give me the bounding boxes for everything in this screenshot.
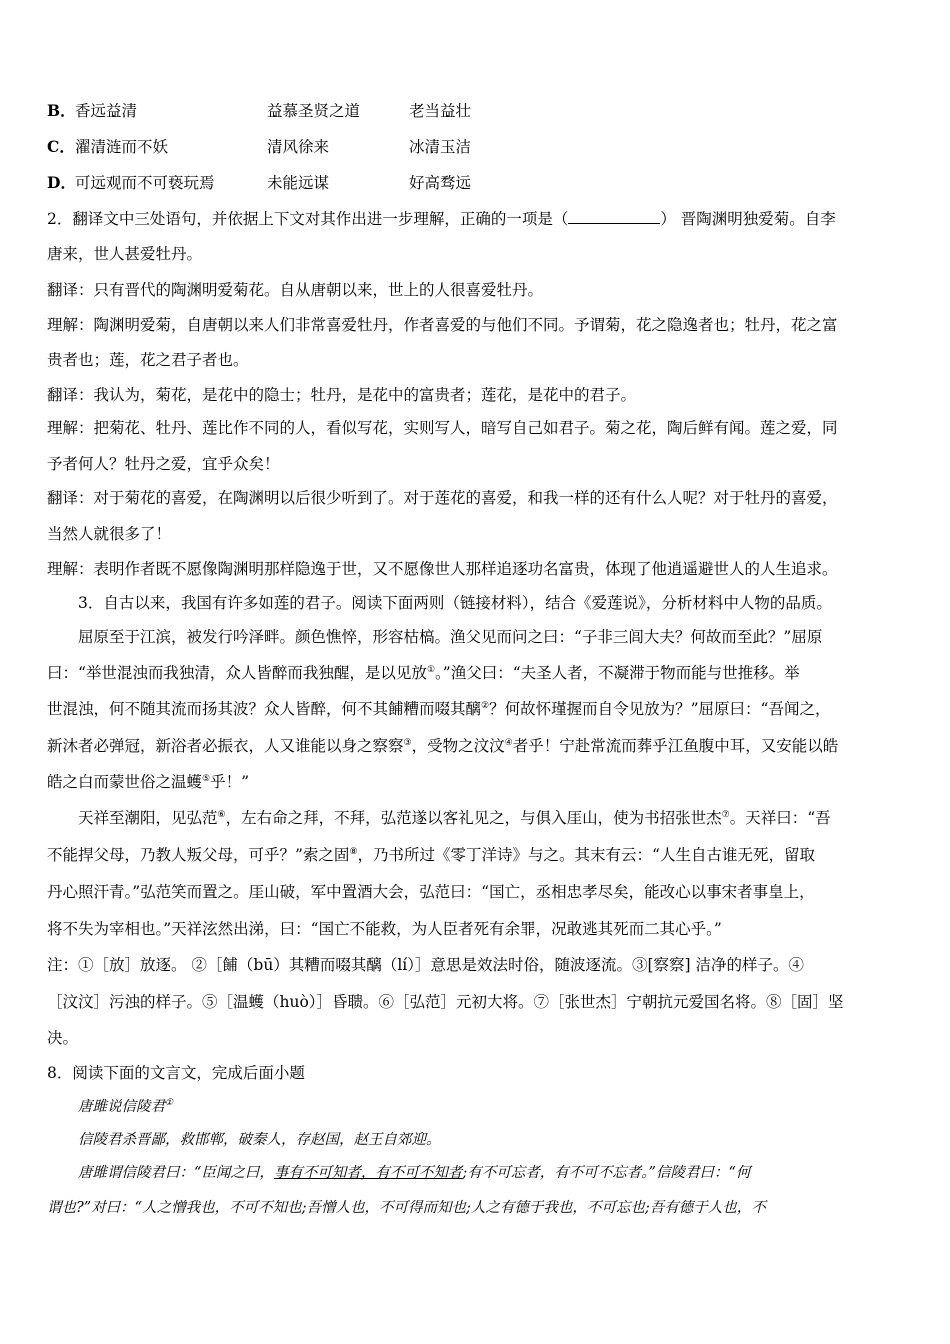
option-c-phrase-2: 清风徐来 <box>267 138 330 156</box>
passage-3-line: 唐雎谓信陵君曰：“臣闻之曰，事有不可知者，有不可不知者;有不可忘者，有不可不忘者。”信陵君曰：“何 <box>78 1165 751 1181</box>
passage-1-line: 曰：“举世混浊而我独清，众人皆醉而我独醒，是以见放①。”渔父曰：“夫圣人者，不凝滞于物而能与世推移。举 <box>47 664 800 682</box>
option-d-phrase-3: 好高骛远 <box>409 174 472 192</box>
passage-1-line: 世混浊，何不随其流而扬其波？众人皆醉，何不其餔糟而啜其醨②？何故怀瑾握而自令见放为？”屈原曰：“吾闻之， <box>47 700 831 718</box>
option-c-phrase-1: 濯清涟而不妖 <box>75 138 169 156</box>
q2-line: 理解：表明作者既不愿像陶渊明那样隐逸于世，又不愿像世人那样追逐功名富贵，体现了他逍遥避世人的人生追求。 <box>47 560 838 578</box>
passage-2-line: 天祥至潮阳，见弘范⑥，左右命之拜，不拜，弘范遂以客礼见之，与俱入厓山，使为书招张世杰⑦。天祥曰：“吾 <box>78 809 831 827</box>
option-b-phrase-3: 老当益壮 <box>409 102 472 120</box>
q8-stem: 8．阅读下面的文言文，完成后面小题 <box>47 1064 305 1082</box>
answer-blank[interactable] <box>568 209 660 224</box>
passage-2-line: 不能捍父母，乃教人叛父母，可乎？”索之固⑧，乃书所过《零丁洋诗》与之。其末有云：“人生自古谁无死，留取 <box>47 846 815 864</box>
emphasis-dot-char: 清 <box>90 138 107 156</box>
underlined-sentence: 事有不可知者，有不可不知者 <box>273 1165 463 1181</box>
q2-line: 理解：陶渊明爱菊，自唐朝以来人们非常喜爱牡丹，作者喜爱的与他们不同。予谓菊，花之隐逸者也；牡丹，花之富 <box>47 316 838 334</box>
q2-line: 翻译：对于菊花的喜爱，在陶渊明以后很少听到了。对于莲花的喜爱，和我一样的还有什么人呢？对于牡丹的喜爱， <box>47 489 838 507</box>
q2-line: 予者何人？牡丹之爱，宜乎众矣！ <box>47 455 280 473</box>
option-c <box>47 137 907 157</box>
option-d-phrase-1: 可远观而不可亵玩焉 <box>75 174 215 192</box>
passage-1-line: 屈原至于江滨，被发行吟泽畔。颜色憔悴，形容枯槁。渔父见而问之曰：“子非三闾大夫？何故而至此？”屈原 <box>78 628 823 646</box>
emphasis-dot-char: 清 <box>424 138 441 156</box>
passage-2-line: 丹心照汗青。”弘范笑而置之。厓山破，军中置酒大会，弘范曰：“国亡，丞相忠孝尽矣，能改心以事宋者事皇上， <box>47 883 815 901</box>
emphasis-dot-char: 益 <box>440 102 456 120</box>
option-c-phrase-3: 冰清玉洁 <box>409 138 472 156</box>
emphasis-dot-char: 益 <box>267 102 283 120</box>
option-d-label: D． <box>47 173 76 192</box>
notes-line: ［汶汶］污浊的样子。⑤［温蠖（huò）］昏聩。⑥［弘范］元初大将。⑦［张世杰］宁朝抗元爱国名将。⑧［固］坚 <box>47 993 844 1011</box>
q2-stem-line-1: 2．翻译文中三处语句，并依据上下文对其作出进一步理解，正确的一项是（ ） 晋陶渊明独爱菊。自李 <box>47 210 836 228</box>
passage-3-line: 信陵君杀晋鄙，救邯郸，破秦人，存赵国，赵王自郊迎。 <box>78 1132 441 1148</box>
option-d-phrase-2: 未能远谋 <box>267 174 330 192</box>
emphasis-dot-char: 远 <box>90 174 107 192</box>
option-b-phrase-2: 益慕圣贤之道 <box>267 102 361 120</box>
q2-line: 翻译：我认为，菊花，是花中的隐士；牡丹，是花中的富贵者；莲花，是花中的君子。 <box>47 386 637 404</box>
emphasis-dot-char: 远 <box>455 174 472 192</box>
q2-line: 贵者也；莲，花之君子者也。 <box>47 351 249 369</box>
q2-line: 理解：把菊花、牡丹、莲比作不同的人，看似写花，实则写人，暗写自己如君子。菊之花，陶后鲜有闻。莲之爱，同 <box>47 419 838 437</box>
q2-stem-line-2: 唐来，世人甚爱牡丹。 <box>47 245 203 263</box>
passage-1-line: 新沐者必弹冠，新浴者必振衣，人又谁能以身之察察③，受物之汶汶④者乎！宁赴常流而葬乎江鱼腹中耳，又安能以皓 <box>47 737 839 755</box>
notes-line: 决。 <box>47 1029 79 1047</box>
option-b <box>47 101 907 121</box>
emphasis-dot-char: 清 <box>267 138 283 156</box>
passage-2-line: 将不失为宰相也。”天祥泫然出涕，曰：“国亡不能救，为人臣者死有余罪，况敢逃其死而二其心乎。” <box>47 920 722 938</box>
q2-line: 翻译：只有晋代的陶渊明爱菊花。自从唐朝以来，世上的人很喜爱牡丹。 <box>47 281 544 299</box>
option-b-phrase-1: 香远益清 <box>75 102 138 120</box>
option-c-label: C． <box>47 137 75 156</box>
option-b-label: B． <box>47 101 76 120</box>
emphasis-dot-char: 益 <box>106 102 122 120</box>
q3-stem: 3．自古以来，我国有许多如莲的君子。阅读下面两则（链接材料），结合《爱莲说》，分析材料中人物的品质。 <box>78 594 832 612</box>
q2-line: 当然人就很多了！ <box>47 525 172 543</box>
passage-3-line: 谓也?”对曰：“人之憎我也，不可不知也;吾憎人也，不可得而知也;人之有德于我也，不可忘也;吾有德于人也，不 <box>47 1200 766 1216</box>
option-d <box>47 173 907 193</box>
emphasis-dot-char: 远 <box>298 174 314 192</box>
notes-line: 注：①［放］放逐。 ②［餔（bū）其糟而啜其醨（lí）］意思是效法时俗，随波逐流。③[察察] 洁净的样子。④ <box>47 956 805 974</box>
passage-1-line: 皓之白而蒙世俗之温蠖⑤乎！” <box>47 773 250 791</box>
passage-title: 唐雎说信陵君① <box>78 1098 174 1115</box>
